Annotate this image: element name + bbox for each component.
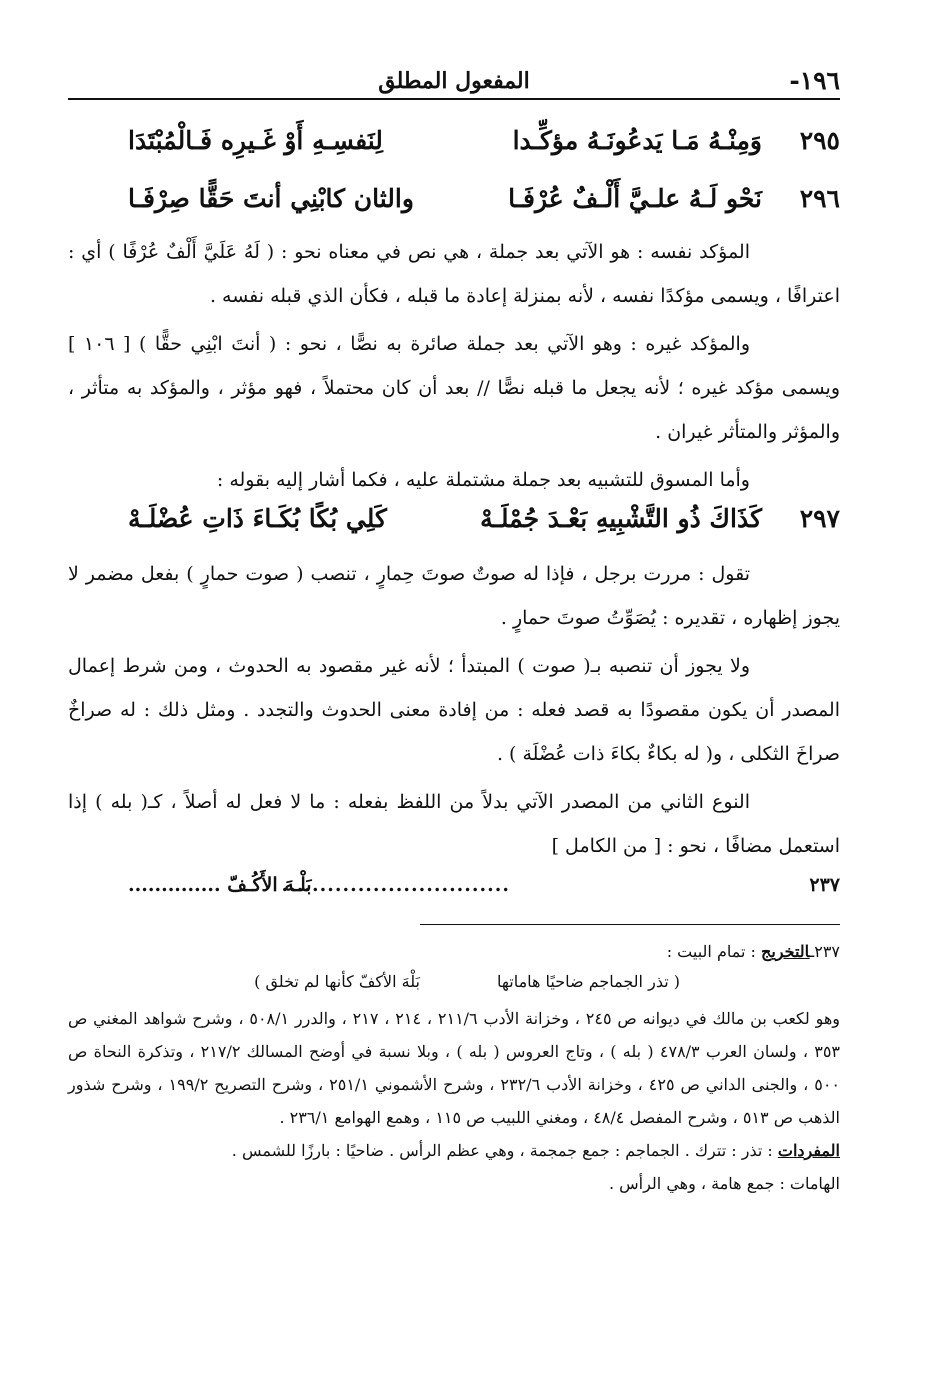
- verse-hemistich-second: والثان كابْنِي أنتَ حَقًّا صِرْفَـا: [128, 184, 414, 213]
- verse-297: [68, 502, 840, 552]
- verse-hemistich-second: كَلِي بُكًا بُكَـاءَ ذَاتِ عُضْلَـهْ: [128, 504, 387, 533]
- document-page: [68, 62, 840, 1200]
- footnote-verse-first: ( تذر الجماجم ضاحيًا هاماتها: [497, 972, 680, 991]
- footnote-label: التخريج: [761, 942, 810, 961]
- verse-hemistich-first: وَمِنْـهُ مَـا يَدعُونَـهُ مؤكِّـدا: [512, 126, 762, 155]
- paragraph-simile-intro: وأما المسوق للتشبيه بعد جملة مشتملة عليه ، فكما أشار إليه بقوله :: [216, 469, 750, 491]
- verse-hemistich-first: كَذَاكَ ذُو التَّشْبِيهِ بَعْـدَ جُمْلَـهْ: [480, 504, 762, 533]
- footnote-lead: : تمام البيت :: [666, 942, 756, 961]
- verse-number: ٢٩٧: [799, 504, 840, 533]
- example-verse-237: [68, 868, 840, 908]
- verse-hemistich-first: ..............................: [281, 874, 510, 896]
- page-header: [68, 62, 840, 100]
- footnote-verse: [68, 968, 840, 1002]
- paragraph-self-emphasis: المؤكد نفسه : هو الآتي بعد جملة ، هي نص في معناه نحو : ( لَهُ عَلَيَّ أَلْفٌ عُرْفًا ) أي : اعترافًا ، ويسمى مؤكدًا نفسه ، لأنه بمنزلة إعادة ما قبله ، فكأن الذي قبله نفسه .: [68, 241, 840, 307]
- running-title: المفعول المطلق: [378, 68, 530, 94]
- verse-number: ٢٩٦: [799, 184, 840, 213]
- footnote-number: ٢٣٧ـ: [809, 942, 840, 961]
- verse-hemistich-second: لِنَفسِـهِ أَوْ غَـيرِه فَـالْمُبْتَدَا: [128, 126, 383, 155]
- verse-295: [68, 114, 840, 172]
- paragraph-other-emphasis: والمؤكد غيره : وهو الآتي بعد جملة صائرة به نصًّا ، نحو : ( أنتَ ابْنِي حقًّا ) [ ١٠٦ ] ويسمى مؤكد غيره ؛ لأنه يجعل ما قبله نصًّا // بعد أن كان محتملاً ، فهو مؤثر ، والمؤكد به متأثر ، والمؤثر والمتأثر غيران .: [68, 333, 840, 443]
- footnote-vocabulary: [68, 1134, 840, 1167]
- paragraph-example: تقول : مررت برجل ، فإذا له صوتٌ صوتَ حِمارٍ ، تنصب ( صوت حمارٍ ) بفعل مضمر لا يجوز إظهاره ، تقديره : يُصَوِّتُ صوتَ حمارٍ .: [68, 563, 840, 629]
- footnote-sources: وهو لكعب بن مالك في ديوانه ص ٢٤٥ ، وخزانة الأدب ٢١١/٦ ، ٢١٤ ، ٢١٧ ، والدرر ٥٠٨/١ ، وشرح شواهد المغني ص ٣٥٣ ، ولسان العرب ٤٧٨/٣ ( بله ) ، وتاج العروس ( بله ) ، وبلا نسبة في أوضح المسالك ٢١٧/٢ ، وتذكرة النحاة ص ٥٠٠ ، والجنى الداني ص ٤٢٥ ، وخزانة الأدب ٢٣٢/٦ ، وشرح الأشموني ٢٥١/١ ، وشرح التصريح ١٩٩/٢ ، وشرح شذور الذهب ص ٥١٣ ، وشرح المفصل ٤٨/٤ ، ومغني اللبيب ص ١١٥ ، وهمع الهوامع ٢٣٦/١ .: [68, 1009, 841, 1127]
- paragraph-second-type: النوع الثاني من المصدر الآتي بدلاً من اللفظ بفعله : ما لا فعل له أصلاً ، كـ( بله ) إذا استعمل مضافًا ، نحو : [ من الكامل ]: [68, 791, 840, 857]
- vocabulary-text: : تذر : تترك . الجماجم : جمع جمجمة ، وهي عظم الرأس . ضاحيًا : بارزًا للشمس .: [231, 1141, 773, 1160]
- footnote-verse-second: بَلْهَ الأكفّ كأنها لم تخلق ): [254, 972, 420, 991]
- footnote-separator: [420, 924, 840, 925]
- page-number: ١٩٦-: [789, 66, 840, 95]
- verse-number: ٢٩٥: [799, 126, 840, 155]
- verse-296: [68, 172, 840, 230]
- paragraph-rule: ولا يجوز أن تنصبه بـ( صوت ) المبتدأ ؛ لأنه غير مقصود به الحدوث ، ومن شرط إعمال المصدر أن يكون مقصودًا به قصد فعله : من إفادة معنى الحدوث والتجدد . ومثل ذلك : له صراخٌ صراخَ الثكلى ، و( له بكاءٌ بكاءَ ذات عُضْلَة ) .: [68, 655, 840, 765]
- footnote-header: [68, 935, 840, 968]
- verse-hemistich-second: بَلْـهَ الأَكُـفّ ..............: [128, 874, 312, 896]
- vocabulary-label: المفردات: [777, 1141, 840, 1160]
- verse-hemistich-first: نَحْو لَـهُ علـيَّ أَلْـفٌ عُرْفَـا: [508, 184, 762, 213]
- footnote-vocabulary-continued: الهامات : جمع هامة ، وهي الرأس .: [608, 1174, 840, 1193]
- verse-number: ٢٣٧: [809, 874, 840, 896]
